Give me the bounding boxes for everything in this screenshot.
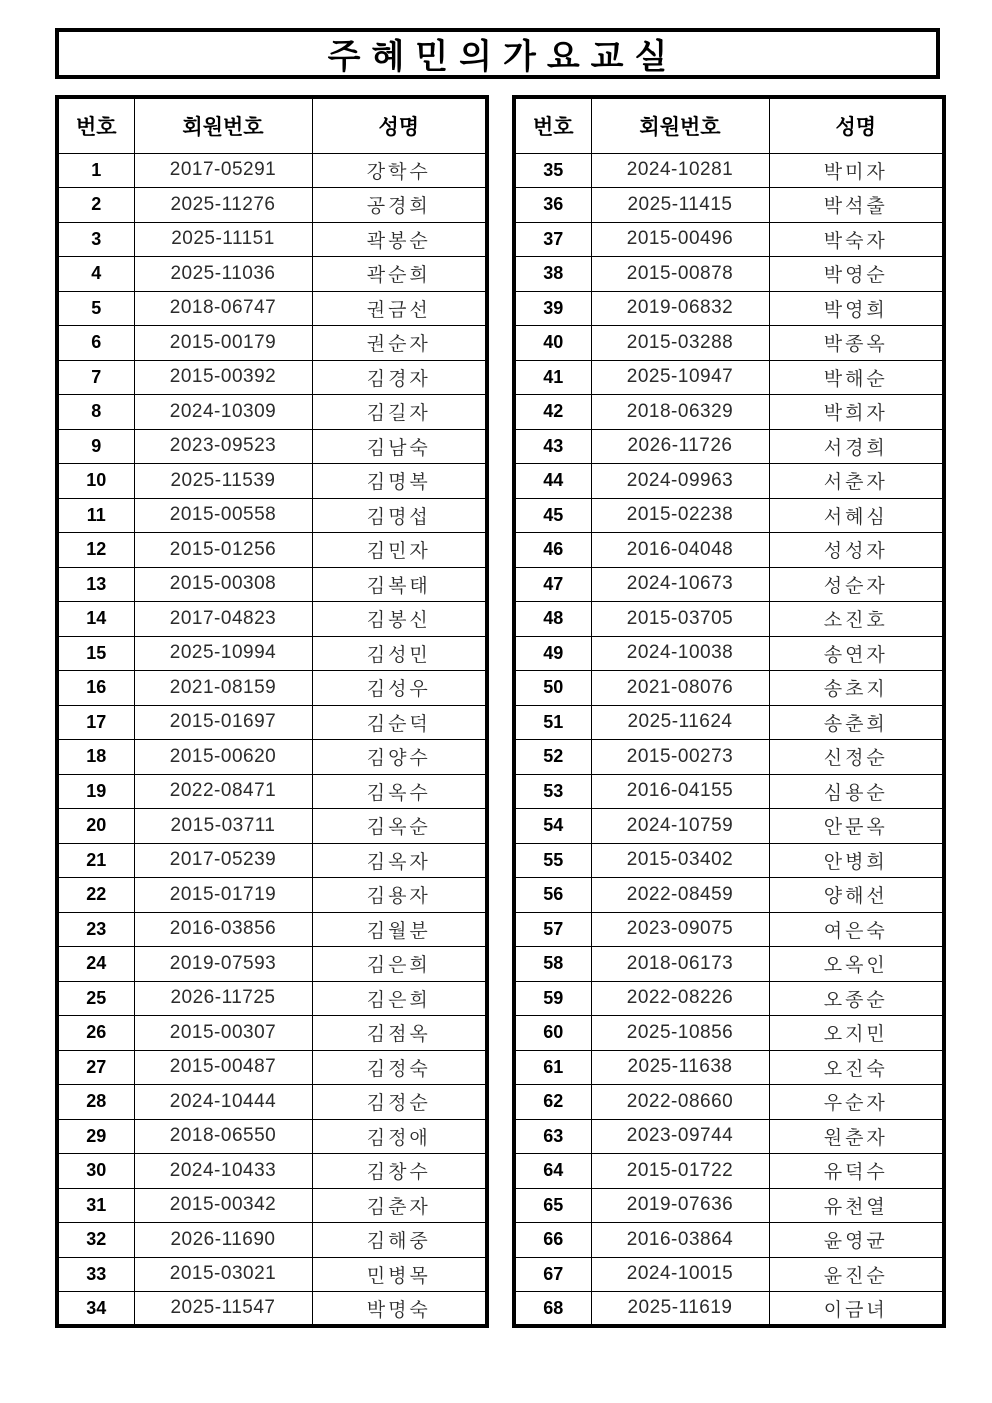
cell-member-id: 2025-10994	[134, 636, 312, 671]
cell-member-id: 2018-06550	[134, 1119, 312, 1154]
cell-name: 서춘자	[769, 464, 944, 499]
cell-member-id: 2015-01722	[591, 1154, 769, 1189]
cell-member-id: 2025-10856	[591, 1016, 769, 1051]
cell-name: 원춘자	[769, 1119, 944, 1154]
page-title: 주혜민의가요교실	[327, 38, 679, 76]
cell-member-id: 2026-11690	[134, 1223, 312, 1258]
cell-name: 김은희	[312, 981, 487, 1016]
cell-member-id: 2015-00558	[134, 498, 312, 533]
cell-name: 송춘희	[769, 705, 944, 740]
table-row	[514, 429, 944, 464]
cell-member-id: 2016-04048	[591, 533, 769, 568]
cell-no: 48	[514, 602, 591, 637]
table-row	[57, 1016, 487, 1051]
cell-no: 13	[57, 567, 134, 602]
cell-no: 22	[57, 878, 134, 913]
table-row	[57, 1223, 487, 1258]
table-row	[57, 395, 487, 430]
table-row	[514, 1223, 944, 1258]
table-row	[57, 360, 487, 395]
cell-member-id: 2023-09744	[591, 1119, 769, 1154]
table-row	[57, 774, 487, 809]
cell-no: 39	[514, 291, 591, 326]
cell-name: 김성우	[312, 671, 487, 706]
cell-no: 40	[514, 326, 591, 361]
cell-name: 권순자	[312, 326, 487, 361]
cell-member-id: 2015-03402	[591, 843, 769, 878]
cell-member-id: 2015-00487	[134, 1050, 312, 1085]
table-row	[514, 843, 944, 878]
cell-name: 박해순	[769, 360, 944, 395]
cell-no: 46	[514, 533, 591, 568]
cell-name: 김복태	[312, 567, 487, 602]
cell-no: 7	[57, 360, 134, 395]
cell-member-id: 2015-00308	[134, 567, 312, 602]
table-row	[514, 636, 944, 671]
cell-no: 15	[57, 636, 134, 671]
cell-member-id: 2025-11624	[591, 705, 769, 740]
cell-no: 43	[514, 429, 591, 464]
table-row	[514, 326, 944, 361]
cell-member-id: 2015-01256	[134, 533, 312, 568]
table-row	[514, 498, 944, 533]
table-row	[57, 981, 487, 1016]
cell-no: 14	[57, 602, 134, 637]
cell-name: 윤진순	[769, 1257, 944, 1292]
cell-name: 김점옥	[312, 1016, 487, 1051]
header-name: 성명	[769, 97, 944, 153]
table-row	[514, 1016, 944, 1051]
table-row	[514, 533, 944, 568]
cell-member-id: 2017-05291	[134, 153, 312, 188]
cell-member-id: 2016-04155	[591, 774, 769, 809]
cell-no: 62	[514, 1085, 591, 1120]
table-row	[57, 188, 487, 223]
cell-no: 58	[514, 947, 591, 982]
cell-member-id: 2015-02238	[591, 498, 769, 533]
cell-no: 29	[57, 1119, 134, 1154]
cell-member-id: 2026-11725	[134, 981, 312, 1016]
cell-member-id: 2021-08076	[591, 671, 769, 706]
cell-member-id: 2015-00307	[134, 1016, 312, 1051]
cell-name: 박석출	[769, 188, 944, 223]
cell-no: 60	[514, 1016, 591, 1051]
cell-member-id: 2016-03864	[591, 1223, 769, 1258]
cell-member-id: 2024-10673	[591, 567, 769, 602]
cell-no: 42	[514, 395, 591, 430]
cell-no: 45	[514, 498, 591, 533]
cell-no: 5	[57, 291, 134, 326]
cell-member-id: 2018-06747	[134, 291, 312, 326]
table-row	[57, 740, 487, 775]
cell-no: 31	[57, 1188, 134, 1223]
cell-name: 김민자	[312, 533, 487, 568]
cell-no: 32	[57, 1223, 134, 1258]
table-row	[514, 464, 944, 499]
cell-member-id: 2015-00878	[591, 257, 769, 292]
table-row	[57, 1119, 487, 1154]
cell-member-id: 2022-08226	[591, 981, 769, 1016]
cell-member-id: 2025-11619	[591, 1292, 769, 1327]
cell-member-id: 2023-09523	[134, 429, 312, 464]
table-row	[514, 1085, 944, 1120]
cell-member-id: 2022-08471	[134, 774, 312, 809]
cell-name: 민병목	[312, 1257, 487, 1292]
cell-name: 우순자	[769, 1085, 944, 1120]
cell-name: 박명숙	[312, 1292, 487, 1327]
cell-no: 4	[57, 257, 134, 292]
cell-name: 김해중	[312, 1223, 487, 1258]
cell-no: 47	[514, 567, 591, 602]
cell-name: 김옥자	[312, 843, 487, 878]
table-row	[57, 429, 487, 464]
table-row	[57, 947, 487, 982]
cell-no: 28	[57, 1085, 134, 1120]
table-row	[57, 291, 487, 326]
table-row	[514, 912, 944, 947]
cell-member-id: 2024-10038	[591, 636, 769, 671]
cell-name: 여은숙	[769, 912, 944, 947]
table-row	[514, 360, 944, 395]
cell-member-id: 2021-08159	[134, 671, 312, 706]
cell-member-id: 2019-07636	[591, 1188, 769, 1223]
cell-name: 유덕수	[769, 1154, 944, 1189]
cell-no: 30	[57, 1154, 134, 1189]
cell-name: 김정순	[312, 1085, 487, 1120]
cell-no: 12	[57, 533, 134, 568]
table-row	[57, 567, 487, 602]
cell-no: 65	[514, 1188, 591, 1223]
cell-no: 59	[514, 981, 591, 1016]
cell-member-id: 2015-01719	[134, 878, 312, 913]
cell-no: 36	[514, 188, 591, 223]
table-row	[57, 257, 487, 292]
cell-name: 박영희	[769, 291, 944, 326]
cell-no: 64	[514, 1154, 591, 1189]
table-row	[57, 809, 487, 844]
cell-no: 33	[57, 1257, 134, 1292]
cell-no: 38	[514, 257, 591, 292]
cell-no: 52	[514, 740, 591, 775]
cell-name: 오종순	[769, 981, 944, 1016]
header-no: 번호	[514, 97, 591, 153]
cell-member-id: 2026-11726	[591, 429, 769, 464]
cell-member-id: 2015-00392	[134, 360, 312, 395]
cell-name: 서경희	[769, 429, 944, 464]
cell-no: 54	[514, 809, 591, 844]
table-row	[57, 671, 487, 706]
cell-name: 송초지	[769, 671, 944, 706]
member-table-left	[55, 95, 489, 1328]
cell-member-id: 2025-11547	[134, 1292, 312, 1327]
cell-no: 68	[514, 1292, 591, 1327]
cell-no: 24	[57, 947, 134, 982]
cell-name: 박영순	[769, 257, 944, 292]
cell-name: 안병희	[769, 843, 944, 878]
table-row	[514, 222, 944, 257]
cell-member-id: 2015-00273	[591, 740, 769, 775]
table-row	[514, 705, 944, 740]
cell-no: 61	[514, 1050, 591, 1085]
cell-member-id: 2024-10759	[591, 809, 769, 844]
cell-no: 11	[57, 498, 134, 533]
table-row	[514, 188, 944, 223]
cell-member-id: 2015-00179	[134, 326, 312, 361]
table-row	[514, 153, 944, 188]
cell-no: 51	[514, 705, 591, 740]
table-body-left	[57, 153, 487, 1326]
cell-name: 권금선	[312, 291, 487, 326]
table-row	[57, 222, 487, 257]
cell-member-id: 2025-11638	[591, 1050, 769, 1085]
cell-no: 2	[57, 188, 134, 223]
cell-member-id: 2015-01697	[134, 705, 312, 740]
cell-name: 양해선	[769, 878, 944, 913]
cell-name: 오진숙	[769, 1050, 944, 1085]
cell-name: 김정애	[312, 1119, 487, 1154]
cell-member-id: 2015-03711	[134, 809, 312, 844]
table-row	[57, 602, 487, 637]
header-member-id: 회원번호	[134, 97, 312, 153]
cell-name: 김남숙	[312, 429, 487, 464]
cell-no: 19	[57, 774, 134, 809]
cell-member-id: 2024-10281	[591, 153, 769, 188]
cell-no: 55	[514, 843, 591, 878]
cell-name: 박종옥	[769, 326, 944, 361]
cell-name: 김성민	[312, 636, 487, 671]
cell-name: 김춘자	[312, 1188, 487, 1223]
cell-member-id: 2025-11539	[134, 464, 312, 499]
cell-name: 박미자	[769, 153, 944, 188]
cell-no: 57	[514, 912, 591, 947]
table-row	[514, 671, 944, 706]
cell-name: 박희자	[769, 395, 944, 430]
cell-no: 67	[514, 1257, 591, 1292]
cell-no: 44	[514, 464, 591, 499]
header-row	[514, 97, 944, 153]
cell-member-id: 2015-03021	[134, 1257, 312, 1292]
table-row	[514, 257, 944, 292]
cell-name: 윤영균	[769, 1223, 944, 1258]
cell-name: 김옥순	[312, 809, 487, 844]
cell-member-id: 2025-11415	[591, 188, 769, 223]
cell-no: 53	[514, 774, 591, 809]
cell-no: 6	[57, 326, 134, 361]
cell-name: 성순자	[769, 567, 944, 602]
cell-name: 김옥수	[312, 774, 487, 809]
cell-member-id: 2018-06173	[591, 947, 769, 982]
cell-name: 송연자	[769, 636, 944, 671]
table-row	[57, 1188, 487, 1223]
table-row	[57, 464, 487, 499]
cell-name: 안문옥	[769, 809, 944, 844]
cell-no: 34	[57, 1292, 134, 1327]
cell-name: 심용순	[769, 774, 944, 809]
table-row	[57, 1050, 487, 1085]
cell-name: 김월분	[312, 912, 487, 947]
cell-member-id: 2015-03705	[591, 602, 769, 637]
cell-no: 21	[57, 843, 134, 878]
cell-member-id: 2025-11276	[134, 188, 312, 223]
table-row	[514, 602, 944, 637]
cell-name: 박숙자	[769, 222, 944, 257]
cell-name: 곽봉순	[312, 222, 487, 257]
cell-member-id: 2023-09075	[591, 912, 769, 947]
cell-no: 8	[57, 395, 134, 430]
table-body-right	[514, 153, 944, 1326]
table-header-left	[57, 97, 487, 153]
table-row	[57, 705, 487, 740]
table-row	[514, 981, 944, 1016]
cell-member-id: 2015-03288	[591, 326, 769, 361]
cell-member-id: 2019-06832	[591, 291, 769, 326]
member-table-right	[512, 95, 946, 1328]
table-row	[514, 1119, 944, 1154]
table-row	[57, 1154, 487, 1189]
cell-name: 곽순희	[312, 257, 487, 292]
cell-member-id: 2025-11151	[134, 222, 312, 257]
header-row	[57, 97, 487, 153]
table-row	[514, 1292, 944, 1327]
table-row	[514, 1050, 944, 1085]
table-row	[514, 1188, 944, 1223]
table-row	[57, 878, 487, 913]
cell-no: 26	[57, 1016, 134, 1051]
table-row	[57, 326, 487, 361]
table-row	[514, 395, 944, 430]
table-row	[57, 1292, 487, 1327]
cell-name: 유천열	[769, 1188, 944, 1223]
cell-no: 63	[514, 1119, 591, 1154]
cell-name: 김봉신	[312, 602, 487, 637]
cell-member-id: 2015-00620	[134, 740, 312, 775]
cell-name: 소진호	[769, 602, 944, 637]
table-row	[514, 567, 944, 602]
cell-name: 김창수	[312, 1154, 487, 1189]
cell-name: 오지민	[769, 1016, 944, 1051]
cell-name: 김경자	[312, 360, 487, 395]
cell-no: 41	[514, 360, 591, 395]
table-row	[514, 809, 944, 844]
cell-member-id: 2025-10947	[591, 360, 769, 395]
cell-no: 23	[57, 912, 134, 947]
cell-member-id: 2022-08660	[591, 1085, 769, 1120]
tables-container	[55, 95, 946, 1328]
cell-name: 김용자	[312, 878, 487, 913]
cell-name: 공경희	[312, 188, 487, 223]
cell-name: 김정숙	[312, 1050, 487, 1085]
cell-member-id: 2015-00496	[591, 222, 769, 257]
cell-no: 1	[57, 153, 134, 188]
cell-no: 18	[57, 740, 134, 775]
table-row	[57, 912, 487, 947]
table-row	[514, 1154, 944, 1189]
cell-name: 김양수	[312, 740, 487, 775]
cell-name: 신정순	[769, 740, 944, 775]
cell-member-id: 2016-03856	[134, 912, 312, 947]
cell-member-id: 2015-00342	[134, 1188, 312, 1223]
table-row	[57, 498, 487, 533]
cell-name: 김명섭	[312, 498, 487, 533]
cell-name: 김명복	[312, 464, 487, 499]
cell-name: 김순덕	[312, 705, 487, 740]
table-row	[514, 740, 944, 775]
cell-no: 9	[57, 429, 134, 464]
cell-name: 김은희	[312, 947, 487, 982]
table-row	[57, 533, 487, 568]
cell-member-id: 2024-10015	[591, 1257, 769, 1292]
cell-member-id: 2024-09963	[591, 464, 769, 499]
cell-no: 27	[57, 1050, 134, 1085]
cell-member-id: 2024-10309	[134, 395, 312, 430]
cell-no: 3	[57, 222, 134, 257]
cell-no: 16	[57, 671, 134, 706]
table-row	[57, 636, 487, 671]
table-row	[514, 947, 944, 982]
table-header-right	[514, 97, 944, 153]
table-row	[57, 1257, 487, 1292]
cell-member-id: 2017-04823	[134, 602, 312, 637]
cell-no: 37	[514, 222, 591, 257]
cell-no: 20	[57, 809, 134, 844]
cell-no: 66	[514, 1223, 591, 1258]
table-row	[514, 1257, 944, 1292]
header-name: 성명	[312, 97, 487, 153]
cell-no: 49	[514, 636, 591, 671]
cell-no: 17	[57, 705, 134, 740]
cell-name: 이금녀	[769, 1292, 944, 1327]
cell-member-id: 2017-05239	[134, 843, 312, 878]
cell-no: 50	[514, 671, 591, 706]
cell-member-id: 2024-10444	[134, 1085, 312, 1120]
header-no: 번호	[57, 97, 134, 153]
cell-name: 오옥인	[769, 947, 944, 982]
cell-no: 25	[57, 981, 134, 1016]
table-row	[514, 291, 944, 326]
cell-member-id: 2025-11036	[134, 257, 312, 292]
cell-name: 강학수	[312, 153, 487, 188]
table-row	[57, 153, 487, 188]
cell-member-id: 2024-10433	[134, 1154, 312, 1189]
cell-no: 56	[514, 878, 591, 913]
cell-member-id: 2022-08459	[591, 878, 769, 913]
table-row	[57, 1085, 487, 1120]
cell-member-id: 2019-07593	[134, 947, 312, 982]
cell-member-id: 2018-06329	[591, 395, 769, 430]
cell-no: 35	[514, 153, 591, 188]
cell-no: 10	[57, 464, 134, 499]
cell-name: 김길자	[312, 395, 487, 430]
cell-name: 성성자	[769, 533, 944, 568]
table-row	[57, 843, 487, 878]
table-row	[514, 774, 944, 809]
header-member-id: 회원번호	[591, 97, 769, 153]
title-box	[55, 28, 940, 79]
cell-name: 서혜심	[769, 498, 944, 533]
table-row	[514, 878, 944, 913]
